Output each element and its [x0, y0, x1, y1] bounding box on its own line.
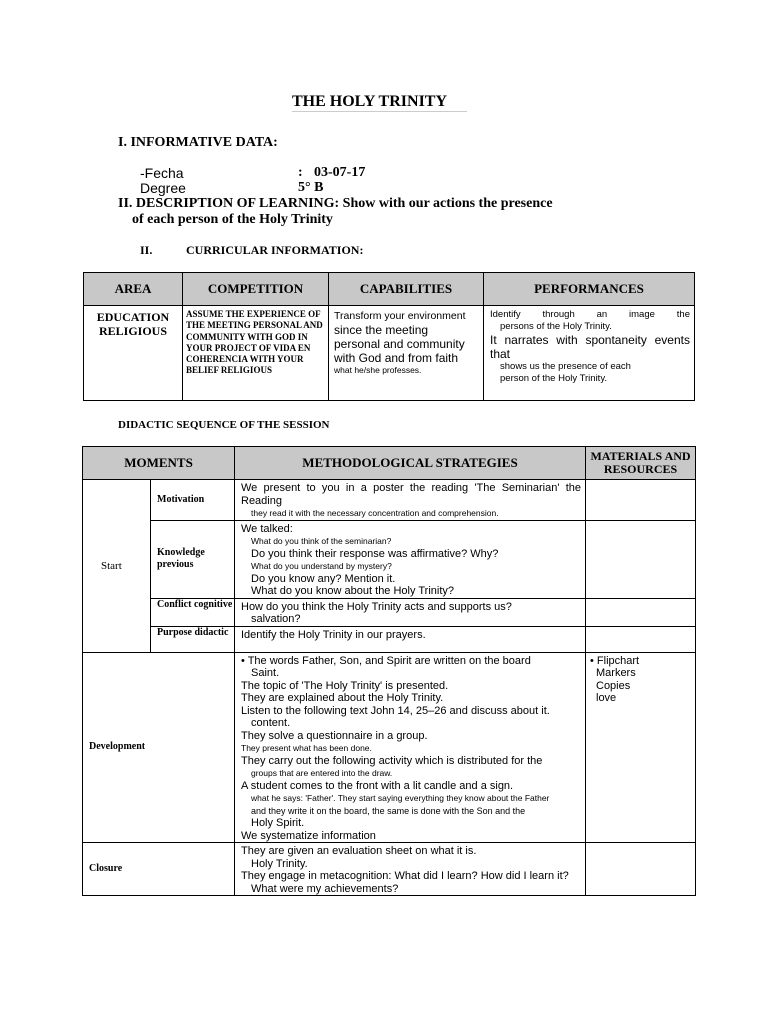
- informative-data-heading: I. INFORMATIVE DATA:: [118, 135, 278, 150]
- header-moments: MOMENTS: [83, 447, 235, 480]
- strategy-line: What were my achievements?: [251, 882, 399, 895]
- strategy-line: They engage in metacognition: What did I learn? How did I learn it?: [241, 870, 569, 882]
- fecha-label: -Fecha: [140, 165, 184, 181]
- material-item: • Flipchart: [590, 654, 640, 667]
- didactic-heading: DIDACTIC SEQUENCE OF THE SESSION: [118, 419, 330, 431]
- strategy-line: We talked:: [241, 522, 293, 535]
- strategy-line: groups that are entered into the draw.: [251, 768, 393, 778]
- performances-line: It narrates with spontaneity events that: [490, 333, 690, 361]
- strategy-line: The topic of 'The Holy Trinity' is presented.: [241, 679, 449, 692]
- conflict-strategy: [235, 598, 586, 626]
- moment-development: Development: [83, 652, 235, 843]
- development-strategy: [235, 652, 586, 843]
- performances-cell: [484, 306, 695, 401]
- strategy-line: They are given an evaluation sheet on what it is.: [241, 845, 477, 857]
- performances-line: person of the Holy Trinity.: [500, 373, 608, 384]
- strategy-line: and they write it on the board, the same is done with the Son and the: [251, 805, 526, 816]
- phase-knowledge: Knowledge previous: [151, 520, 235, 598]
- capabilities-cell: [329, 306, 484, 401]
- materials-empty: [586, 626, 696, 652]
- materials-empty: [586, 843, 696, 896]
- competition-cell: ASSUME THE EXPERIENCE OF THE MEETING PERSONAL AND COMMUNITY WITH GOD IN YOUR PROJECT OF VIDA EN COHERENCIA WITH YOUR BELIEF RELIGIOUS: [183, 306, 329, 401]
- fecha-value: 03-07-17: [314, 165, 366, 180]
- performances-line: persons of the Holy Trinity.: [500, 321, 612, 332]
- strategy-line: What do you know about the Holy Trinity?: [251, 585, 454, 597]
- curricular-heading: CURRICULAR INFORMATION:: [186, 243, 364, 257]
- strategy-line: What do you think of the seminarian?: [251, 536, 392, 546]
- header-performances: PERFORMANCES: [484, 273, 695, 306]
- strategy-line: How do you think the Holy Trinity acts and supports us?: [241, 600, 512, 613]
- strategy-line: They carry out the following activity which is distributed for the: [241, 754, 543, 767]
- materials-empty: [586, 480, 696, 521]
- strategy-line: We systematize information: [241, 829, 376, 842]
- development-materials: [586, 652, 696, 843]
- strategy-line: content.: [251, 717, 291, 729]
- capabilities-line: since the meeting: [334, 323, 429, 337]
- capabilities-line: personal and community: [334, 337, 465, 351]
- materials-empty: [586, 520, 696, 598]
- strategy-line: Do you know any? Mention it.: [251, 572, 396, 585]
- strategy-line: A student comes to the front with a lit candle and a sign.: [241, 779, 514, 792]
- capabilities-line: with God and from faith: [334, 351, 459, 365]
- capabilities-line: Transform your environment: [334, 310, 466, 322]
- description-line-1: II. DESCRIPTION OF LEARNING: Show with our actions the presence: [118, 196, 553, 211]
- curricular-table: [83, 272, 695, 401]
- phase-motivation: Motivation: [151, 480, 235, 521]
- header-capabilities: CAPABILITIES: [329, 273, 484, 306]
- strategy-line: What do you understand by mystery?: [251, 561, 392, 571]
- header-strategies: METHODOLOGICAL STRATEGIES: [235, 447, 586, 480]
- strategy-line: We present to you in a poster the reading 'The Seminarian' the Reading: [241, 482, 581, 507]
- knowledge-strategy: [235, 520, 586, 598]
- material-item: Markers: [596, 667, 636, 679]
- area-cell: EDUCATION RELIGIOUS: [84, 306, 183, 401]
- capabilities-line: what he/she professes.: [334, 365, 422, 375]
- strategy-line: • The words Father, Son, and Spirit are written on the board: [241, 654, 531, 667]
- material-item: love: [596, 692, 617, 704]
- didactic-table: [82, 446, 696, 896]
- strategy-line: they read it with the necessary concentration and comprehension.: [251, 508, 499, 518]
- materials-empty: [586, 598, 696, 626]
- strategy-line: Identify the Holy Trinity in our prayers.: [241, 628, 426, 641]
- closure-strategy: [235, 843, 586, 896]
- performances-line: Identify through an image the: [490, 309, 690, 320]
- strategy-line: what he says: 'Father'. They start saying everything they know about the Father: [251, 793, 550, 803]
- header-materials: MATERIALS AND RESOURCES: [586, 447, 696, 480]
- phase-conflict: Conflict cognitive: [151, 598, 235, 626]
- degree-label: Degree: [140, 180, 186, 196]
- moment-start: Start: [83, 480, 151, 653]
- strategy-line: They are explained about the Holy Trinity.: [241, 692, 444, 704]
- material-item: Copies: [596, 679, 631, 692]
- curricular-number: II.: [140, 243, 153, 257]
- description-line-2: of each person of the Holy Trinity: [132, 212, 333, 227]
- strategy-line: Holy Spirit.: [251, 817, 305, 829]
- purpose-strategy: [235, 626, 586, 652]
- phase-purpose: Purpose didactic: [151, 626, 235, 652]
- header-competition: COMPETITION: [183, 273, 329, 306]
- strategy-line: salvation?: [251, 613, 301, 625]
- strategy-line: Do you think their response was affirmative? Why?: [251, 547, 499, 560]
- moment-closure: Closure: [83, 843, 235, 896]
- motivation-strategy: [235, 480, 586, 521]
- degree-value: 5° B: [298, 180, 324, 195]
- strategy-line: They present what has been done.: [241, 743, 372, 753]
- strategy-line: Holy Trinity.: [251, 857, 308, 870]
- fecha-colon: :: [298, 165, 303, 180]
- document-title: THE HOLY TRINITY: [292, 93, 467, 112]
- header-area: AREA: [84, 273, 183, 306]
- performances-line: shows us the presence of each: [500, 361, 631, 372]
- strategy-line: Listen to the following text John 14, 25–26 and discuss about it.: [241, 704, 550, 717]
- strategy-line: They solve a questionnaire in a group.: [241, 729, 428, 742]
- strategy-line: Saint.: [251, 667, 280, 679]
